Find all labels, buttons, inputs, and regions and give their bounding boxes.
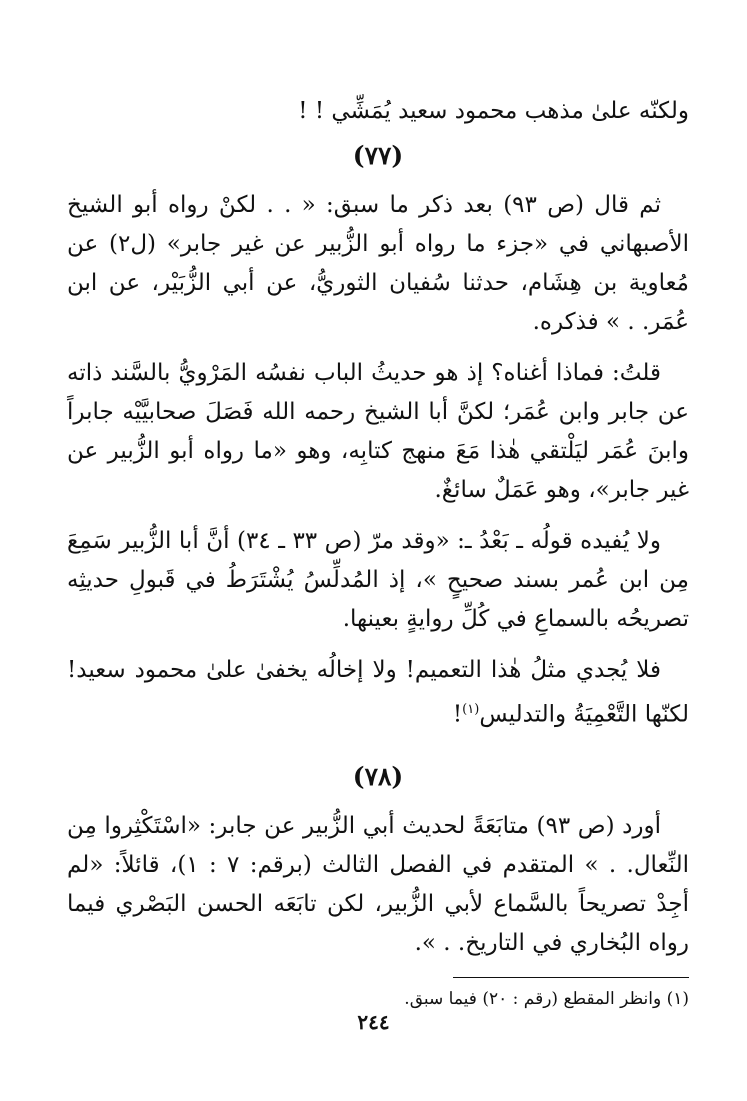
page-number: ٢٤٤ [357, 1010, 390, 1034]
section-77-paragraph-2: قلتُ: فماذا أغناه؟ إذ هو حديثُ الباب نفسُه المَرْويُّ بالسَّند ذاته عن جابر وابن عُمَر؛ لكنَّ أبا الشيخ رحمه الله فَصَلَ صحابيَّيْه جابراً وابنَ عُمَر ليَلْتقي هٰذا مَعَ منهج كتابِه، وهو «ما رواه أبو الزُّبير عن غير جابر»، وهو عَمَلٌ سائغٌ. [67, 360, 689, 503]
footnote: (١) وانظر المقطع (رقم : ٢٠) فيما سبق. [404, 988, 689, 1009]
opening-line: ولكنّه علىٰ مذهب محمود سعيد يُمَشِّي ! ! [298, 98, 689, 124]
section-number-77: (٧٧) [352, 141, 404, 170]
paragraph-4-text: فلا يُجدي مثلُ هٰذا التعميم! ولا إخالُه يخفىٰ علىٰ محمود سعيد! لكنّها التَّعْمِيَةُ والتدليس [67, 657, 689, 728]
section-77-paragraph-3: ولا يُفيده قولُه ـ بَعْدُ ـ: «وقد مرّ (ص ٣٣ ـ ٣٤) أنَّ أبا الزُّبير سَمِعَ مِن ابن عُمر بسند صحيحٍ »، إذ المُدلِّسُ يُشْتَرَطُ في قَبولِ حديثِه تصريحُه بالسماعِ في كُلِّ روايةٍ بعينها. [67, 528, 689, 632]
section-78-paragraph-1: أورد (ص ٩٣) متابَعَةً لحديث أبي الزُّبير عن جابر: «اسْتَكْثِروا مِن النِّعال. . » المتقدم في الفصل الثالث (برقم: ٧ : ١)، قائلاً: «لم أجِدْ تصريحاً بالسَّماع لأبي الزُّبير، لكن تابَعَه الحسن البَصْري فيما رواه البُخاري في التاريخ. . ». [67, 812, 689, 956]
footnote-reference: (١) [462, 702, 480, 717]
section-number-78: (٧٨) [352, 761, 404, 791]
footnote-divider [453, 977, 689, 978]
page-body [67, 92, 689, 1012]
section-77-paragraph-1: ثم قال (ص ٩٣) بعد ذكر ما سبق: « . . لكنْ رواه أبو الشيخ الأصبهاني في «جزء ما رواه أبو الزُّبير عن غير جابر» (ل٢) عن مُعاوية بن هِشَام، حدثنا سُفيان الثوريُّ، عن أبي الزُّبَيْر، عن ابن عُمَر. . » فذكره. [67, 192, 689, 335]
section-77-paragraph-4 [67, 651, 689, 735]
paragraph-4-end: ! [452, 701, 463, 728]
